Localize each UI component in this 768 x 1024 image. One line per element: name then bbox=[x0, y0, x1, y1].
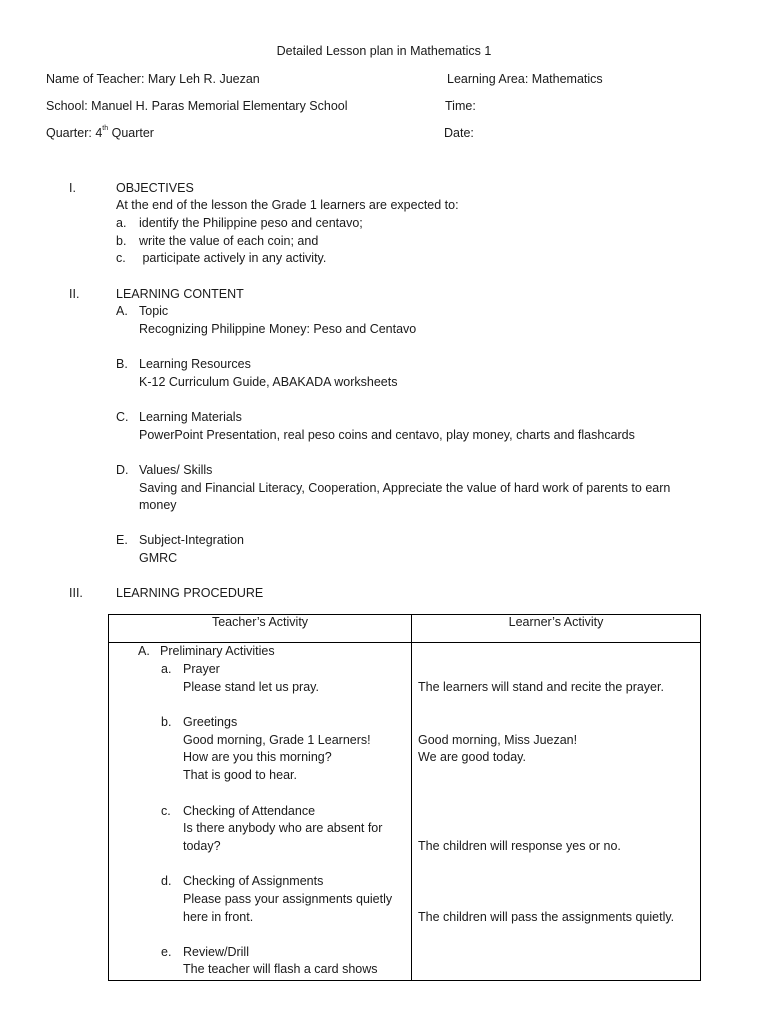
section-title-materials: Learning Materials bbox=[139, 410, 242, 424]
objective-item: participate actively in any activity. bbox=[139, 251, 327, 265]
procedure-table bbox=[108, 614, 701, 981]
section-body-resources: K-12 Curriculum Guide, ABAKADA worksheets bbox=[139, 375, 398, 389]
objective-item: write the value of each coin; and bbox=[139, 234, 319, 248]
table-row bbox=[109, 643, 701, 981]
step-line: Please pass your assignments quietly bbox=[183, 892, 393, 906]
quarter-suffix: Quarter bbox=[108, 126, 154, 140]
learner-response: The children will pass the assignments quietly. bbox=[418, 910, 675, 924]
section-title-integration: Subject-Integration bbox=[139, 533, 244, 547]
procedure-numeral: III. bbox=[69, 586, 83, 600]
objective-marker: b. bbox=[116, 234, 127, 248]
section-marker: C. bbox=[116, 410, 129, 424]
step-title-assignments: Checking of Assignments bbox=[183, 874, 324, 888]
learner-response: We are good today. bbox=[418, 750, 526, 764]
content-numeral: II. bbox=[69, 287, 80, 301]
quarter-superscript: th bbox=[102, 125, 109, 132]
objective-marker: a. bbox=[116, 216, 127, 230]
document-title: Detailed Lesson plan in Mathematics 1 bbox=[276, 44, 492, 58]
objectives-numeral: I. bbox=[69, 181, 76, 195]
section-title-resources: Learning Resources bbox=[139, 357, 251, 371]
section-title-values: Values/ Skills bbox=[139, 463, 213, 477]
prelim-marker: A. bbox=[138, 644, 150, 658]
col-header-learner: Learner’s Activity bbox=[412, 615, 701, 643]
step-line: How are you this morning? bbox=[183, 750, 332, 764]
section-marker: B. bbox=[116, 357, 128, 371]
step-title-greetings: Greetings bbox=[183, 715, 238, 729]
section-body-integration: GMRC bbox=[139, 551, 178, 565]
procedure-heading: LEARNING PROCEDURE bbox=[116, 586, 264, 600]
objectives-intro: At the end of the lesson the Grade 1 learners are expected to: bbox=[116, 198, 459, 212]
step-line: today? bbox=[183, 839, 221, 853]
section-body-materials: PowerPoint Presentation, real peso coins and centavo, play money, charts and flashcards bbox=[139, 428, 635, 442]
step-title-review: Review/Drill bbox=[183, 945, 249, 959]
quarter-prefix: Quarter: 4 bbox=[46, 126, 103, 140]
objective-marker: c. bbox=[116, 251, 126, 265]
teacher-name: Name of Teacher: Mary Leh R. Juezan bbox=[46, 72, 260, 86]
objective-item: identify the Philippine peso and centavo; bbox=[139, 216, 363, 230]
col-header-teacher: Teacher’s Activity bbox=[109, 615, 412, 643]
step-marker: b. bbox=[161, 715, 172, 729]
step-line: That is good to hear. bbox=[183, 768, 297, 782]
step-line: Is there anybody who are absent for bbox=[183, 821, 383, 835]
step-line: Please stand let us pray. bbox=[183, 680, 319, 694]
table-header-row bbox=[109, 615, 701, 643]
section-marker: A. bbox=[116, 304, 128, 318]
section-body-topic: Recognizing Philippine Money: Peso and Centavo bbox=[139, 322, 417, 336]
content-heading: LEARNING CONTENT bbox=[116, 287, 244, 301]
learning-area: Learning Area: Mathematics bbox=[447, 72, 603, 86]
learner-activity-cell bbox=[412, 643, 701, 981]
step-marker: d. bbox=[161, 874, 172, 888]
teacher-activity-cell bbox=[109, 643, 412, 981]
section-title-topic: Topic bbox=[139, 304, 169, 318]
learner-response: Good morning, Miss Juezan! bbox=[418, 733, 578, 747]
step-line: Good morning, Grade 1 Learners! bbox=[183, 733, 371, 747]
step-line: The teacher will flash a card shows bbox=[183, 962, 378, 976]
step-title-attendance: Checking of Attendance bbox=[183, 804, 316, 818]
date-label: Date: bbox=[444, 126, 474, 140]
school-name: School: Manuel H. Paras Memorial Elementary School bbox=[46, 99, 348, 113]
section-marker: D. bbox=[116, 463, 129, 477]
prelim-title: Preliminary Activities bbox=[160, 644, 275, 658]
section-marker: E. bbox=[116, 533, 128, 547]
step-marker: a. bbox=[161, 662, 172, 676]
objectives-heading: OBJECTIVES bbox=[116, 181, 194, 195]
step-title-prayer: Prayer bbox=[183, 662, 220, 676]
step-marker: c. bbox=[161, 804, 171, 818]
step-line: here in front. bbox=[183, 910, 254, 924]
learner-response: The learners will stand and recite the prayer. bbox=[418, 680, 664, 694]
section-body-values: Saving and Financial Literacy, Cooperation, Appreciate the value of hard work of parents to earn bbox=[139, 481, 671, 495]
section-body-values-cont: money bbox=[139, 498, 177, 512]
learner-response: The children will response yes or no. bbox=[418, 839, 621, 853]
time-label: Time: bbox=[445, 99, 476, 113]
quarter-label bbox=[46, 126, 154, 141]
step-marker: e. bbox=[161, 945, 172, 959]
